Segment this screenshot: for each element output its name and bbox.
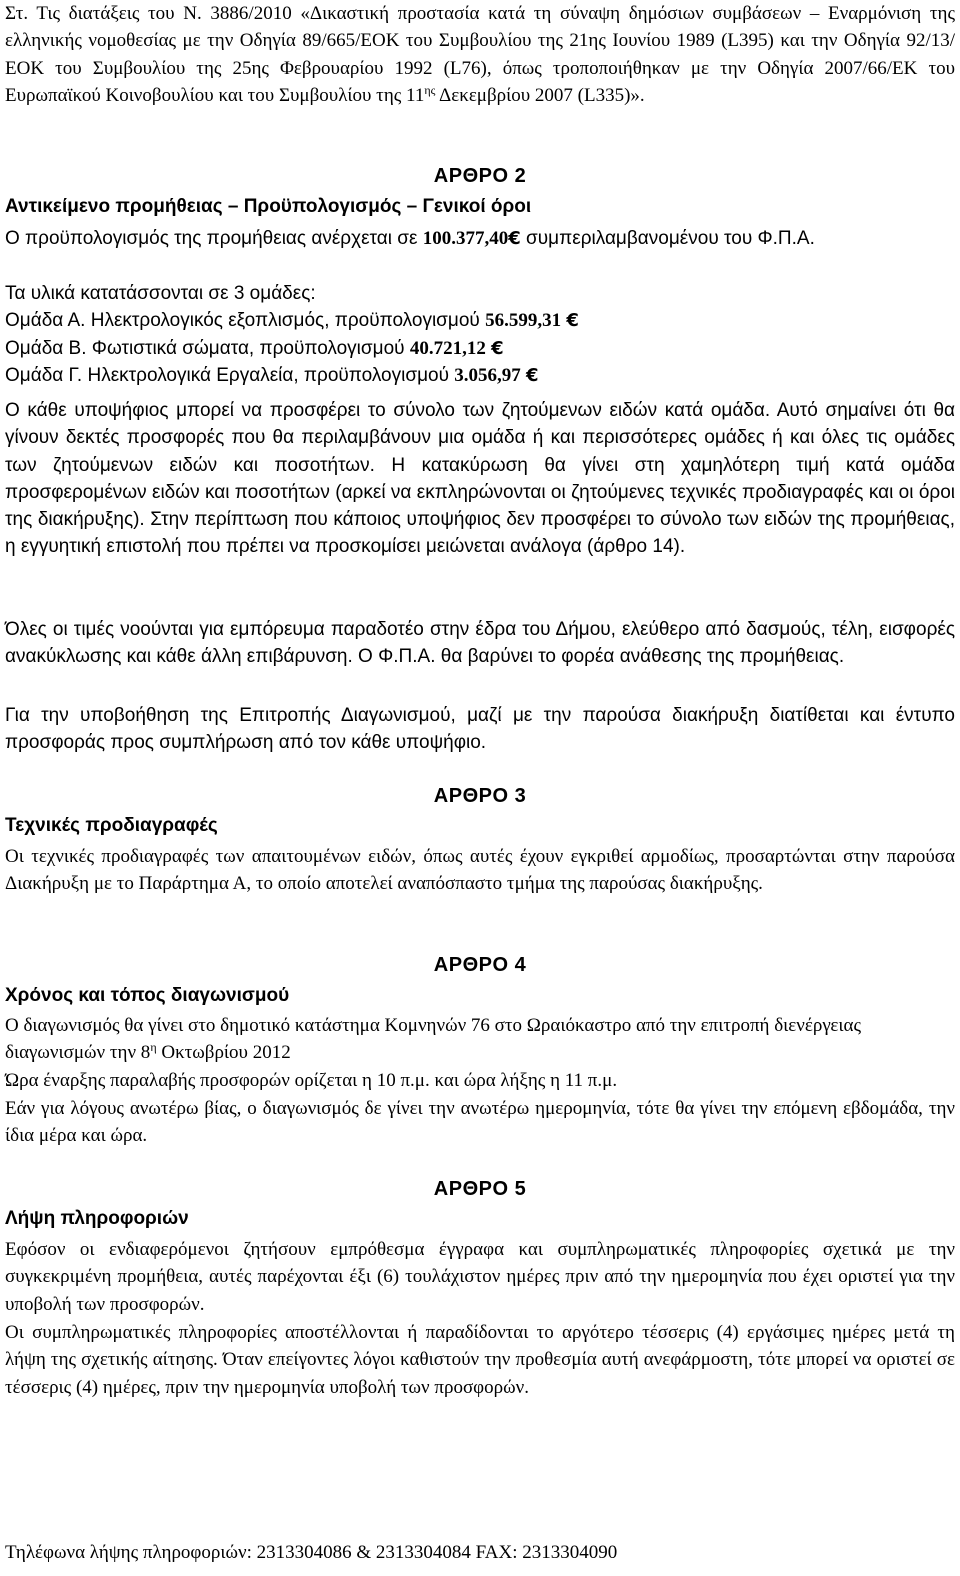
euro-sign: € <box>566 310 579 331</box>
article-2-budget <box>5 225 955 252</box>
article-2-subtitle: Αντικείμενο προμήθειας – Προϋπολογισμός – Γενικοί όροι <box>5 196 532 217</box>
article-3-heading: ΑΡΘΡΟ 3 <box>433 785 527 807</box>
group-item <box>5 335 955 362</box>
article-4-line-2: Ώρα έναρξης παραλαβής προσφορών ορίζεται η 10 π.μ. και ώρα λήξης η 11 π.μ. <box>5 1070 618 1091</box>
euro-sign: € <box>526 365 539 386</box>
group-item <box>5 362 955 389</box>
article-2-heading: ΑΡΘΡΟ 2 <box>433 165 527 187</box>
budget-value: 100.377,40 <box>422 228 509 249</box>
article-5-paragraph-1: Εφόσον οι ενδιαφερόμενοι ζητήσουν εμπρόθεσμα έγγραφα και συμπληρωματικές πληροφορίες σχετικά με την συγκεκριμένη προμήθεια, αυτές παρέχονται έξι (6) τουλάχιστον ημέρες πριν από την ημερομηνία που έχει οριστεί για την υποβολή των προσφορών. <box>5 1239 955 1315</box>
article-4-line-3: Εάν για λόγους ανωτέρω βίας, ο διαγωνισμός δε γίνει την ανωτέρω ημερομηνία, τότε θα γίνει την επόμενη εβδομάδα, την ίδια μέρα και ώρα. <box>5 1098 955 1147</box>
groups-intro: Τα υλικά κατατάσσονται σε 3 ομάδες: <box>5 283 316 304</box>
article-3-text: Οι τεχνικές προδιαγραφές των απαιτουμένων ειδών, όπως αυτές έχουν εγκριθεί αρμοδίως, προσαρτώνται στην παρούσα Διακήρυξη με το Παράρτημα Α, το οποίο αποτελεί αναπόσπαστο τμήμα της παρούσας διακήρυξης. <box>5 846 955 895</box>
intro-text: Στ. Τις διατάξεις του Ν. 3886/2010 «Δικαστική προστασία κατά τη σύναψη δημόσιων συμβάσεων – Εναρμόνιση της ελληνικής νομοθεσίας με την Οδηγία 89/665/ΕΟΚ του Συμβουλίου της 21ης Ιουνίου 1989 (L395) και την Οδηγία 92/13/ΕΟΚ του Συμβουλίου της 25ης Φεβρουαρίου 1992 (L76), όπως τροποποιήθηκαν με την Οδηγία 2007/66/ΕΚ του Ευρωπαϊκού Κοινοβουλίου και του Συμβουλίου της 11 <box>5 3 955 106</box>
article-4-text: Ο διαγωνισμός θα γίνει στο δημοτικό κατάστημα Κομνηνών 76 στο Ωραιόκαστρο από την επιτροπή διενέργειας διαγωνισμών την 8 <box>5 1015 861 1064</box>
group-item <box>5 307 955 334</box>
article-4-subtitle: Χρόνος και τόπος διαγωνισμού <box>5 985 290 1006</box>
article-2-paragraph-2: Όλες οι τιμές νοούνται για εμπόρευμα παραδοτέο στην έδρα του Δήμου, ελεύθερο από δασμούς, τέλη, εισφορές ανακύκλωσης και κάθε άλλη επιβάρυνση. Ο Φ.Π.Α. θα βαρύνει το φορέα ανάθεσης της προμήθειας. <box>5 619 955 668</box>
budget-suffix: συμπεριλαμβανομένου του Φ.Π.Α. <box>520 228 815 249</box>
group-label: Ομάδα Β. Φωτιστικά σώματα, προϋπολογισμού <box>5 338 410 359</box>
article-4-heading: ΑΡΘΡΟ 4 <box>433 954 527 976</box>
group-label: Ομάδα Γ. Ηλεκτρολογικά Εργαλεία, προϋπολογισμού <box>5 365 455 386</box>
article-2-paragraph-1: Ο κάθε υποψήφιος μπορεί να προσφέρει το σύνολο των ζητούμενων ειδών κατά ομάδα. Αυτό σημαίνει ότι θα γίνουν δεκτές προσφορές που θα περιλαμβάνουν μια ομάδα ή και περισσότερες ομάδες ή και όλες τις ομάδες των ζητούμενων ειδών και ποσοτήτων. Η κατακύρωση θα γίνει στη χαμηλότερη τιμή κατά ομάδα προσφερομένων ειδών και ποσοτήτων (αρκεί να εκπληρώνονται οι ζητούμενες τεχνικές προδιαγραφές και οι όροι της διακήρυξης). Στην περίπτωση που κάποιος υποψήφιος δεν προσφέρει το σύνολο των ειδών της προμήθειας, η εγγυητική επιστολή που πρέπει να προσκομίσει μειώνεται ανάλογα (άρθρο 14). <box>5 400 955 558</box>
article-4-superscript: η <box>150 1040 157 1055</box>
article-3-subtitle: Τεχνικές προδιαγραφές <box>5 815 218 836</box>
budget-prefix: Ο προϋπολογισμός της προμήθειας ανέρχεται σε <box>5 228 423 249</box>
article-5-heading: ΑΡΘΡΟ 5 <box>433 1178 527 1200</box>
article-5-subtitle: Λήψη πληροφοριών <box>5 1208 189 1229</box>
article-4-line-1 <box>5 1012 955 1067</box>
group-label: Ομάδα Α. Ηλεκτρολογικός εξοπλισμός, προϋπολογισμού <box>5 310 486 331</box>
article-2-paragraph-3: Για την υποβοήθηση της Επιτροπής Διαγωνισμού, μαζί με την παρούσα διακήρυξη διατίθεται και έντυπο προσφοράς προς συμπλήρωση από τον κάθε υποψήφιο. <box>5 705 955 754</box>
group-budget: 40.721,12 <box>409 338 486 359</box>
article-4-text-end: Οκτωβρίου 2012 <box>156 1042 291 1064</box>
group-budget: 56.599,31 <box>485 310 562 331</box>
group-budget: 3.056,97 <box>454 365 521 386</box>
intro-paragraph <box>5 0 955 109</box>
footer-contact: Τηλέφωνα λήψης πληροφοριών: 2313304086 & 2313304084 FAX: 2313304090 <box>5 1542 618 1563</box>
euro-sign: € <box>491 338 504 359</box>
euro-sign: € <box>508 228 521 249</box>
intro-superscript: ης <box>424 82 436 97</box>
article-5-paragraph-2: Οι συμπληρωματικές πληροφορίες αποστέλλονται ή παραδίδονται το αργότερο τέσσερις (4) εργάσιμες ημέρες μετά τη λήψη της σχετικής αίτησης. Όταν επείγοντες λόγοι καθιστούν την προθεσμία αυτή ανεφάρμοστη, τότε μπορεί να οριστεί σε τέσσερις (4) ημέρες, πριν την ημερομηνία υποβολή των προσφορών. <box>5 1322 955 1398</box>
intro-text-end: Δεκεμβρίου 2007 (L335)». <box>435 84 645 106</box>
